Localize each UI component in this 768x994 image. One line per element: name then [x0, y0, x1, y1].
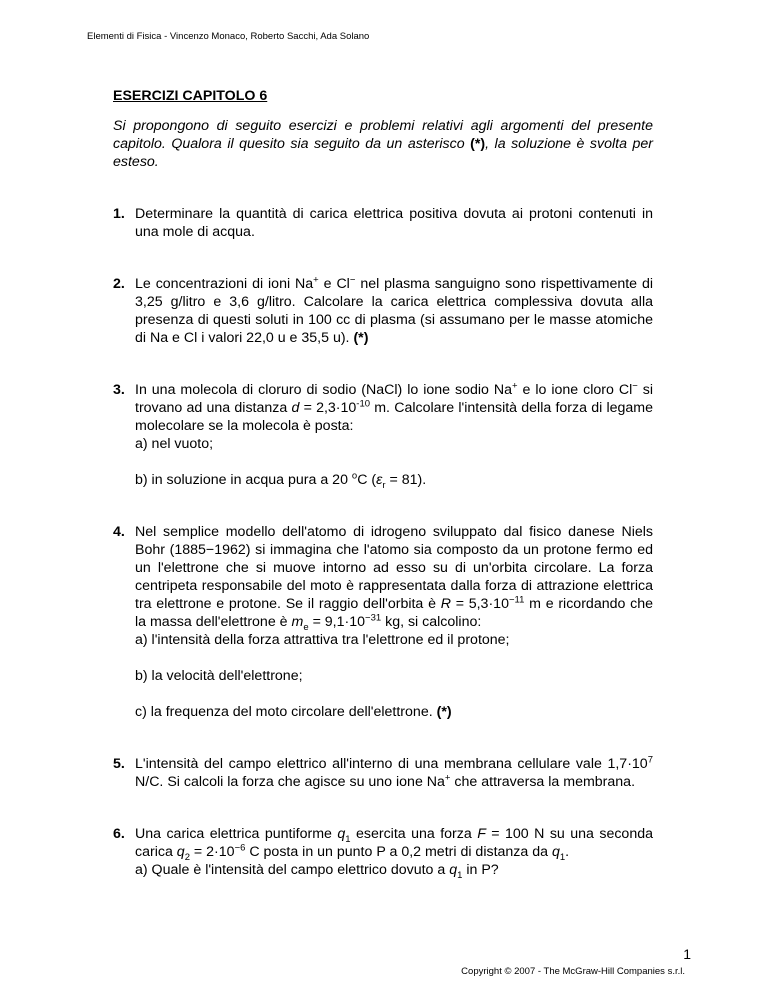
- exercise-text: Una carica elettrica puntiforme $q_1$ esercita una forza F = 100 N su una seconda carica $q_2 = 2\cdot 10^{-6}$ C posta in un punto P a 0,2 metri di distanza da $q_1$.: [135, 826, 653, 863]
- exercise-3a: a) nel vuoto;: [135, 436, 214, 452]
- exercise-6: [113, 825, 653, 879]
- exercise-text: Determinare la quantità di carica elettrica positiva dovuta ai protoni contenuti in una mole di acqua.: [135, 206, 653, 240]
- exercise-text: Nel semplice modello dell'atomo di idrogeno sviluppato dal fisico danese Niels Bohr (1885−1962) si immagina che l'atomo sia composto da un protone fermo ed un l'elettrone che si muove intorno ad esso su di un'orbita circolare. La forza centripeta responsabile del moto è rappresentata dalla forza di attrazione elettrica tra elettrone e protone. Se il raggio dell'orbita è $R = 5,3\cdot 10^{-11}$ m e ricordando che la massa dell'elettrone è $m_e = 9,1\cdot 10^{-31}$ kg, si calcolino:: [135, 524, 653, 633]
- running-header: Elementi di Fisica - Vincenzo Monaco, Roberto Sacchi, Ada Solano: [87, 31, 370, 42]
- exercise-text: In una molecola di cloruro di sodio (NaCl) lo ione sodio Na+ e lo ione cloro Cl− si trovano ad una distanza $d = 2,3\cdot 10^{-10}$ m. Calcolare l'intensità della forza di legame molecolare se la molecola è posta:: [135, 380, 653, 434]
- exercise-number: 2.: [113, 276, 125, 292]
- exercise-4a: a) l'intensità della forza attrattiva tra l'elettrone ed il protone;: [135, 632, 510, 648]
- exercise-content: [113, 87, 653, 879]
- exercise-2: [113, 275, 653, 347]
- intro-paragraph: Si propongono di seguito esercizi e problemi relativi agli argomenti del presente capitolo. Qualora il quesito sia seguito da un asterisco (*), la soluzione è svolta per esteso.: [113, 118, 653, 170]
- exercise-number: 5.: [113, 756, 125, 772]
- exercise-4b: b) la velocità dell'elettrone;: [135, 668, 303, 684]
- exercise-3: [113, 381, 653, 489]
- exercise-1: [113, 205, 653, 241]
- exercise-number: 3.: [113, 382, 125, 398]
- exercise-5: [113, 755, 653, 791]
- page-number: 1: [683, 946, 691, 962]
- exercise-text: L'intensità del campo elettrico all'interno di una membrana cellulare vale $1,7\cdot 10^7$ N/C. Si calcoli la forza che agisce su uno ione Na+ che attraversa la membrana.: [135, 754, 653, 790]
- exercise-3b: b) in soluzione in acqua pura a 20 $^o$C $(\varepsilon_r = 81)$.: [135, 470, 427, 491]
- exercise-number: 4.: [113, 524, 125, 540]
- exercise-4c: c) la frequenza del moto circolare dell'elettrone. (*): [135, 704, 452, 720]
- exercise-4: [113, 523, 653, 721]
- chapter-title: ESERCIZI CAPITOLO 6: [113, 88, 268, 104]
- exercise-number: 1.: [113, 206, 125, 222]
- copyright-notice: Copyright © 2007 - The McGraw-Hill Companies s.r.l.: [461, 966, 685, 977]
- exercise-number: 6.: [113, 826, 125, 842]
- exercise-6a: a) Quale è l'intensità del campo elettrico dovuto a $q_1$ in P?: [135, 862, 499, 881]
- exercise-text: Le concentrazioni di ioni Na+ e Cl− nel plasma sanguigno sono rispettivamente di 3,25 g/litro e 3,6 g/litro. Calcolare la carica elettrica complessiva dovuta alla presenza di questi soluti in 100 cc di plasma (si assumano per le masse atomiche di Na e Cl i valori 22,0 u e 35,5 u). (*): [135, 274, 654, 346]
